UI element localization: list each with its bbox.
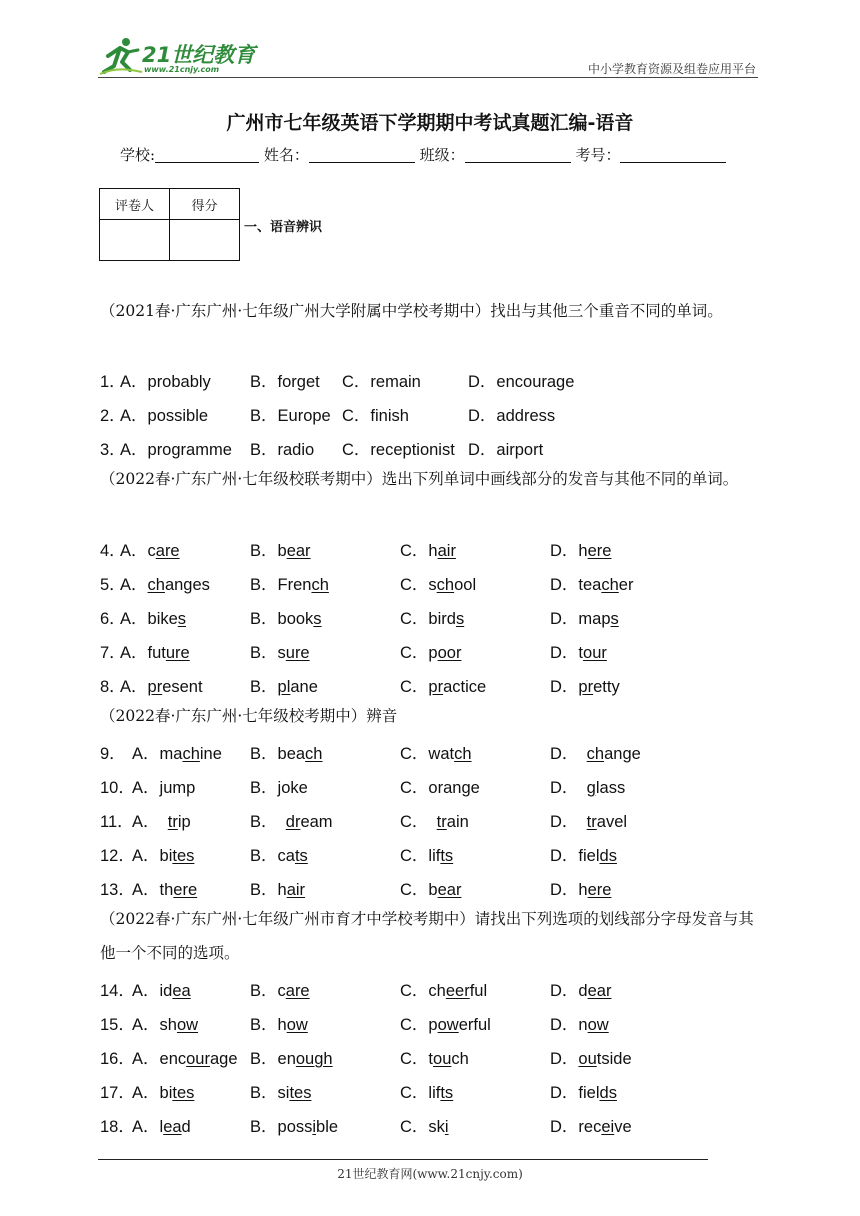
number-blank[interactable] [620,148,726,163]
option-b[interactable]: B．books [250,610,322,628]
underlined-letters: ch [436,576,455,594]
option-c[interactable]: C．cheerful [400,982,488,1000]
class-blank[interactable] [465,148,571,163]
question-number: 2． [100,407,126,425]
underlined-letters: ere [587,542,612,560]
option-c[interactable]: C．birds [400,610,465,628]
class-label: 班级： [419,146,465,164]
option-c[interactable]: C． train [400,813,469,831]
option-a[interactable]: A．changes [120,576,210,594]
option-a[interactable]: A．encourage [132,1050,238,1068]
option-c[interactable]: C．watch [400,745,472,763]
underlined-letters: tr [436,813,447,831]
question-number: 3． [100,441,126,459]
option-a[interactable]: A．jump [132,779,196,797]
underlined-letters: ear [286,542,311,560]
student-info-line [120,144,726,165]
underlined-letters: ear [437,881,462,899]
option-c[interactable]: C．lifts [400,847,454,865]
option-b[interactable]: B．French [250,576,329,594]
brand-url: www.21cnjy.com [144,65,220,74]
underlined-letters: ure [285,644,310,662]
underlined-letters: air [437,542,456,560]
underlined-letters: ds [599,847,617,865]
option-b[interactable]: B．plane [250,678,318,696]
underlined-letters: dr [285,813,301,831]
option-d[interactable]: D．dear [550,982,612,1000]
underlined-letters: ear [587,982,612,1000]
option-d[interactable]: D．pretty [550,678,620,696]
underlined-letters: ea [163,1118,182,1136]
option-c[interactable]: C．practice [400,678,487,696]
underlined-letters: g [586,779,596,797]
underlined-letters: pr [428,678,444,696]
option-d[interactable]: D．address [468,407,556,425]
option-d[interactable]: D．here [550,881,612,899]
option-d[interactable]: D．encourage [468,373,575,391]
option-b[interactable]: B．sure [250,644,310,662]
logo [98,36,268,78]
underlined-letters: ts [440,847,454,865]
option-b[interactable]: B．beach [250,745,323,763]
option-c[interactable]: C．remain [342,373,421,391]
question-number: 5． [100,576,126,594]
underlined-letters: ds [599,1084,617,1102]
underlined-letters: ure [165,644,190,662]
option-d[interactable]: D．receive [550,1118,632,1136]
underlined-letters: air [286,881,306,899]
option-c[interactable]: C．bear [400,881,462,899]
option-d[interactable]: D．fields [550,1084,617,1102]
underlined-letters: s [313,610,322,628]
option-a[interactable]: A．bikes [120,610,187,628]
page-header [98,36,758,78]
underlined-letters: i [312,1118,317,1136]
underlined-letters: ch [454,745,472,763]
underlined-letters: ei [601,1118,615,1136]
option-d[interactable]: D．now [550,1016,609,1034]
question-number: 15． [100,1016,135,1034]
underlined-letters: ch [601,576,619,594]
underlined-letters: i [444,1118,449,1136]
option-a[interactable]: A．present [120,678,203,696]
question-number: 13． [100,881,135,899]
option-a[interactable]: A．probably [120,373,211,391]
question-number: 4． [100,542,126,560]
option-c[interactable]: C．hair [400,542,456,560]
question-number: 10． [100,779,135,797]
school-blank[interactable] [155,148,259,163]
option-b[interactable]: B． dream [250,813,333,831]
underlined-letters: our [186,1050,210,1068]
option-a[interactable]: A．machine [132,745,222,763]
option-a[interactable]: A．show [132,1016,199,1034]
group-intro: （2022春·广东广州·七年级校联考期中）选出下列单词中画线部分的发音与其他不同的单词。 [100,470,739,488]
option-b[interactable]: B．radio [250,441,315,459]
platform-name: 中小学教育资源及组卷应用平台 [587,62,756,76]
option-d[interactable]: D． travel [550,813,628,831]
option-b[interactable]: B．cats [250,847,308,865]
option-a[interactable]: A．bites [132,847,195,865]
score-table [99,188,240,261]
option-b[interactable]: B．care [250,982,310,1000]
question-number: 6． [100,610,126,628]
number-label: 考号： [575,146,621,164]
school-label: 学校: [120,146,156,164]
underlined-letters: ea [172,982,191,1000]
underlined-letters: ow [437,1016,459,1034]
brand-name: 21世纪教育 [142,43,256,67]
option-b[interactable]: B．sites [250,1084,312,1102]
option-d[interactable]: D．airport [468,441,544,459]
underlined-letters: ts [294,847,308,865]
option-c[interactable]: C．ski [400,1118,449,1136]
underlined-letters: ts [440,1084,454,1102]
page-footer: 21世纪教育网(www.21cnjy.com) [337,1167,523,1181]
option-a[interactable]: A． trip [132,813,191,831]
option-c[interactable]: C．finish [342,407,409,425]
option-b[interactable]: B．forget [250,373,320,391]
underlined-letters: pr [578,678,594,696]
underlined-letters: ere [173,881,198,899]
underlined-letters: ch [147,576,165,594]
option-a[interactable]: A．bites [132,1084,195,1102]
option-b[interactable]: B．enough [250,1050,333,1068]
name-blank[interactable] [309,148,415,163]
option-d[interactable]: D．maps [550,610,619,628]
question-number: 17． [100,1084,135,1102]
option-b[interactable]: B．joke [250,779,308,797]
question-number: 1． [100,373,126,391]
option-c[interactable]: C．lifts [400,1084,454,1102]
question-number: 14． [100,982,135,1000]
underlined-letters: ow [587,1016,609,1034]
underlined-letters: ou [578,1050,597,1068]
underlined-letters: tr [167,813,178,831]
underlined-letters: oor [437,644,462,662]
option-a[interactable]: A．there [132,881,198,899]
score-header: 得分 [170,189,240,220]
underlined-letters: eer [445,982,470,1000]
option-a[interactable]: A．programme [120,441,232,459]
underlined-letters: j [277,779,282,797]
underlined-letters: j [159,779,164,797]
option-c[interactable]: C．receptionist [342,441,455,459]
question-number: 9． [100,745,126,763]
underlined-letters: ow [176,1016,199,1034]
underlined-letters: tes [289,1084,312,1102]
underlined-letters: s [610,610,619,628]
option-c[interactable]: C．school [400,576,477,594]
option-d[interactable]: D．tour [550,644,607,662]
option-c[interactable]: C．orange [400,779,480,797]
underlined-letters: s [177,610,187,628]
underlined-letters: tes [172,847,195,865]
option-b[interactable]: B．possible [250,1118,339,1136]
option-b[interactable]: B．how [250,1016,308,1034]
group-intro: （2022春·广东广州·七年级校考期中）辨音 [100,707,398,725]
option-a[interactable]: A．possible [120,407,209,425]
group-intro: （2022春·广东广州·七年级广州市育才中学校考期中）请找出下列选项的划线部分字母发音与其他一个不同的选项。 [100,910,754,962]
underlined-letters: ou [433,1050,452,1068]
underlined-letters: tes [172,1084,195,1102]
underlined-letters: are [155,542,180,560]
underlined-letters: pr [147,678,163,696]
section-title: 一、语音辨识 [244,220,323,235]
option-d[interactable]: D． glass [550,779,626,797]
question-number: 7． [100,644,126,662]
question-number: 12． [100,847,135,865]
option-a[interactable]: A．idea [132,982,191,1000]
underlined-letters: g [461,779,471,797]
option-d[interactable]: D．here [550,542,612,560]
page-title: 广州市七年级英语下学期期中考试真题汇编-语音 [226,112,634,134]
name-label: 姓名： [263,146,309,164]
underlined-letters: ch [182,745,200,763]
option-a[interactable]: A．care [120,542,180,560]
runner-logo-icon [98,36,144,76]
grader-header: 评卷人 [100,189,170,220]
underlined-letters: tr [586,813,597,831]
option-a[interactable]: A．lead [132,1118,191,1136]
underlined-letters: our [583,644,607,662]
header-divider [98,77,758,78]
option-d[interactable]: D．outside [550,1050,632,1068]
grader-cell[interactable] [100,220,170,261]
question-number: 18． [100,1118,135,1136]
question-number: 8． [100,678,126,696]
option-a[interactable]: A．future [120,644,190,662]
group-intro: （2021春·广东广州·七年级广州大学附属中学校考期中）找出与其他三个重音不同的单词。 [100,302,723,320]
option-b[interactable]: B．hair [250,881,306,899]
option-b[interactable]: B．Europe [250,407,331,425]
underlined-letters: ch [311,576,329,594]
underlined-letters: ough [295,1050,333,1068]
option-b[interactable]: B．bear [250,542,311,560]
underlined-letters: ere [587,881,612,899]
option-c[interactable]: C．powerful [400,1016,491,1034]
underlined-letters: ow [286,1016,308,1034]
option-c[interactable]: C．poor [400,644,462,662]
question-number: 16． [100,1050,135,1068]
footer-divider [98,1159,708,1160]
underlined-letters: s [455,610,465,628]
option-d[interactable]: D．fields [550,847,617,865]
underlined-letters: ch [586,745,605,763]
option-d[interactable]: D． change [550,745,641,763]
underlined-letters: pl [277,678,291,696]
underlined-letters: are [285,982,310,1000]
option-c[interactable]: C．touch [400,1050,469,1068]
option-d[interactable]: D．teacher [550,576,634,594]
underlined-letters: ch [305,745,323,763]
score-cell[interactable] [170,220,240,261]
question-number: 11． [100,813,134,831]
